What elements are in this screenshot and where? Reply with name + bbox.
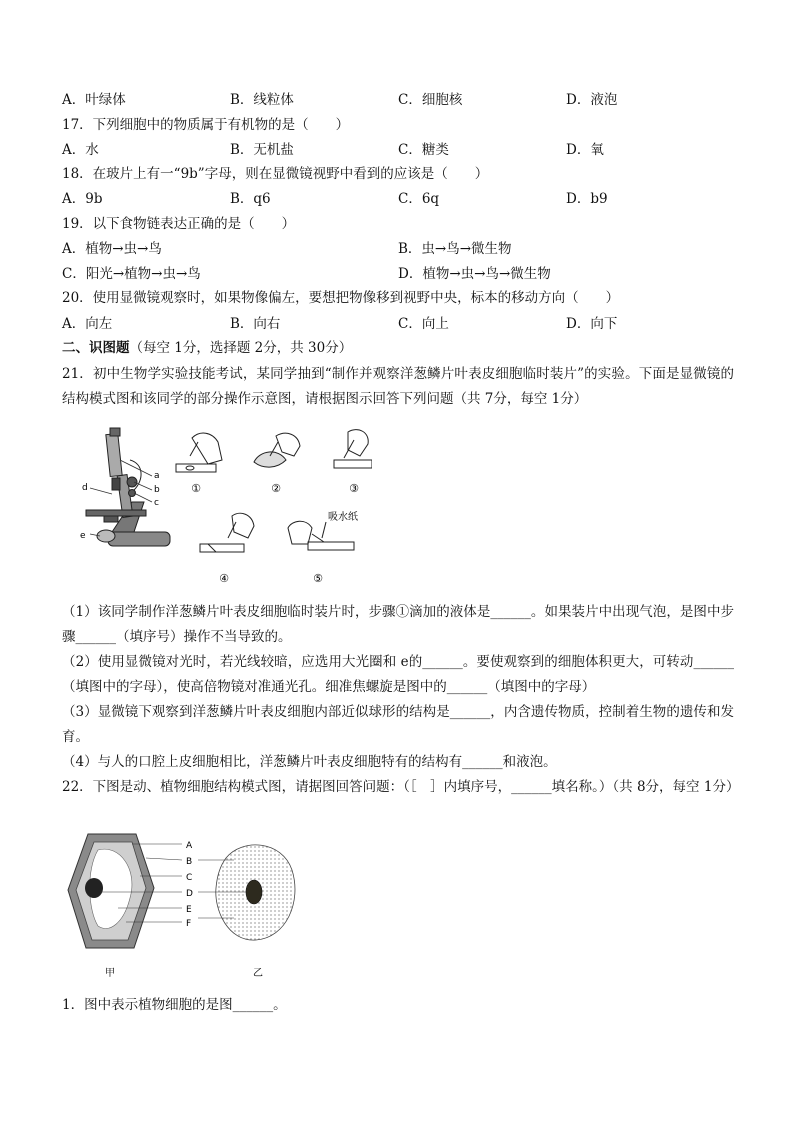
q19-option-a: A．植物→虫→鸟 (62, 241, 162, 257)
q21-sub2: （2）使用显微镜对光时，若光线较暗，应选用大光圈和 e的______。要使观察到的细胞体积更大，可转动______（填图中的字母），使高倍物镜对准通光孔。细准焦螺旋是图中的______（填图中的字母） (62, 654, 734, 695)
step-label-3: ③ (349, 482, 359, 495)
part-label-b: B (186, 857, 193, 867)
q18-option-a: A．9b (62, 191, 103, 207)
q22-stem: 22．下图是动、植物细胞结构模式图，请据图回答问题：（［ ］内填序号，______填名称。）（共 8分，每空 1分） (62, 779, 740, 795)
q22-figure (66, 830, 306, 980)
q20-option-d: D．向下 (566, 316, 618, 332)
q22-sub1: 1．图中表示植物细胞的是图______。 (62, 997, 287, 1013)
q21-figure (72, 420, 372, 590)
cell-name-yi: 乙 (253, 968, 263, 979)
section-2-note: （每空 1分，选择题 2分，共 30分） (129, 340, 353, 356)
part-label-e: E (186, 905, 192, 915)
q18-option-d: D．b9 (566, 191, 608, 207)
microscope-label-e: e (80, 531, 86, 541)
q18-option-c: C．6q (398, 191, 440, 207)
q17-option-a: A．水 (62, 142, 99, 158)
cell-name-jia: 甲 (105, 968, 115, 979)
q19-option-d: D．植物→虫→鸟→微生物 (398, 266, 551, 282)
blotting-paper-label: 吸水纸 (328, 512, 358, 523)
q16-option-c: C．细胞核 (398, 92, 463, 108)
part-label-c: C (186, 873, 193, 883)
animal-cell (216, 845, 295, 940)
q19-option-b: B．虫→鸟→微生物 (398, 241, 512, 257)
q20-option-a: A．向左 (62, 316, 113, 332)
microscope-label-d: d (82, 483, 88, 493)
step-label-5: ⑤ (313, 572, 323, 585)
q21-stem: 21．初中生物学实验技能考试，某同学抽到“制作并观察洋葱鳞片叶表皮细胞临时装片”的实验。下面是显微镜的结构模式图和该同学的部分操作示意图，请根据图示回答下列问题（共 7分，每空 1分） (62, 366, 734, 407)
q20-stem: 20．使用显微镜观察时，如果物像偏左，要想把物像移到视野中央，标本的移动方向（ ） (62, 290, 620, 306)
q21-sub1: （1）该同学制作洋葱鳞片叶表皮细胞临时装片时，步骤①滴加的液体是______。如果装片中出现气泡，是图中步骤______（填序号）操作不当导致的。 (62, 604, 734, 645)
microscope-label-a: a (154, 471, 160, 481)
q17-option-c: C．糖类 (398, 142, 449, 158)
q16-option-b: B．线粒体 (230, 92, 294, 108)
step-label-2: ② (271, 482, 281, 495)
q17-option-d: D．氧 (566, 142, 604, 158)
q16-option-a: A．叶绿体 (62, 92, 126, 108)
q21-sub3: （3）显微镜下观察到洋葱鳞片叶表皮细胞内部近似球形的结构是______，内含遗传物质，控制着生物的遗传和发育。 (62, 704, 734, 745)
q18-stem: 18．在玻片上有一“9b”字母，则在显微镜视野中看到的应该是（ ） (62, 166, 489, 182)
section-2-heading (62, 338, 352, 358)
plant-cell (68, 834, 154, 948)
step-3-illustration (334, 430, 372, 468)
q19-option-c: C．阳光→植物→虫→鸟 (62, 266, 201, 282)
q20-option-c: C．向上 (398, 316, 449, 332)
step-4-illustration (200, 513, 254, 552)
q21-sub4: （4）与人的口腔上皮细胞相比，洋葱鳞片叶表皮细胞特有的结构有______和液泡。 (62, 754, 557, 770)
step-label-4: ④ (219, 572, 229, 585)
step-2-illustration (254, 433, 300, 467)
q20-option-b: B．向右 (230, 316, 281, 332)
microscope-label-c: c (154, 498, 159, 508)
part-label-d: D (186, 889, 193, 899)
step-1-illustration (176, 433, 222, 472)
q16-option-d: D．液泡 (566, 92, 618, 108)
q19-stem: 19．以下食物链表达正确的是（ ） (62, 216, 296, 232)
section-2-title: 二、识图题 (62, 340, 130, 356)
q17-option-b: B．无机盐 (230, 142, 294, 158)
step-5-illustration (288, 521, 354, 550)
q18-option-b: B．q6 (230, 191, 271, 207)
q17-stem: 17．下列细胞中的物质属于有机物的是（ ） (62, 117, 350, 133)
part-label-f: F (186, 919, 192, 929)
microscope-label-b: b (154, 485, 160, 495)
step-label-1: ① (191, 482, 201, 495)
part-label-a: A (186, 841, 193, 851)
